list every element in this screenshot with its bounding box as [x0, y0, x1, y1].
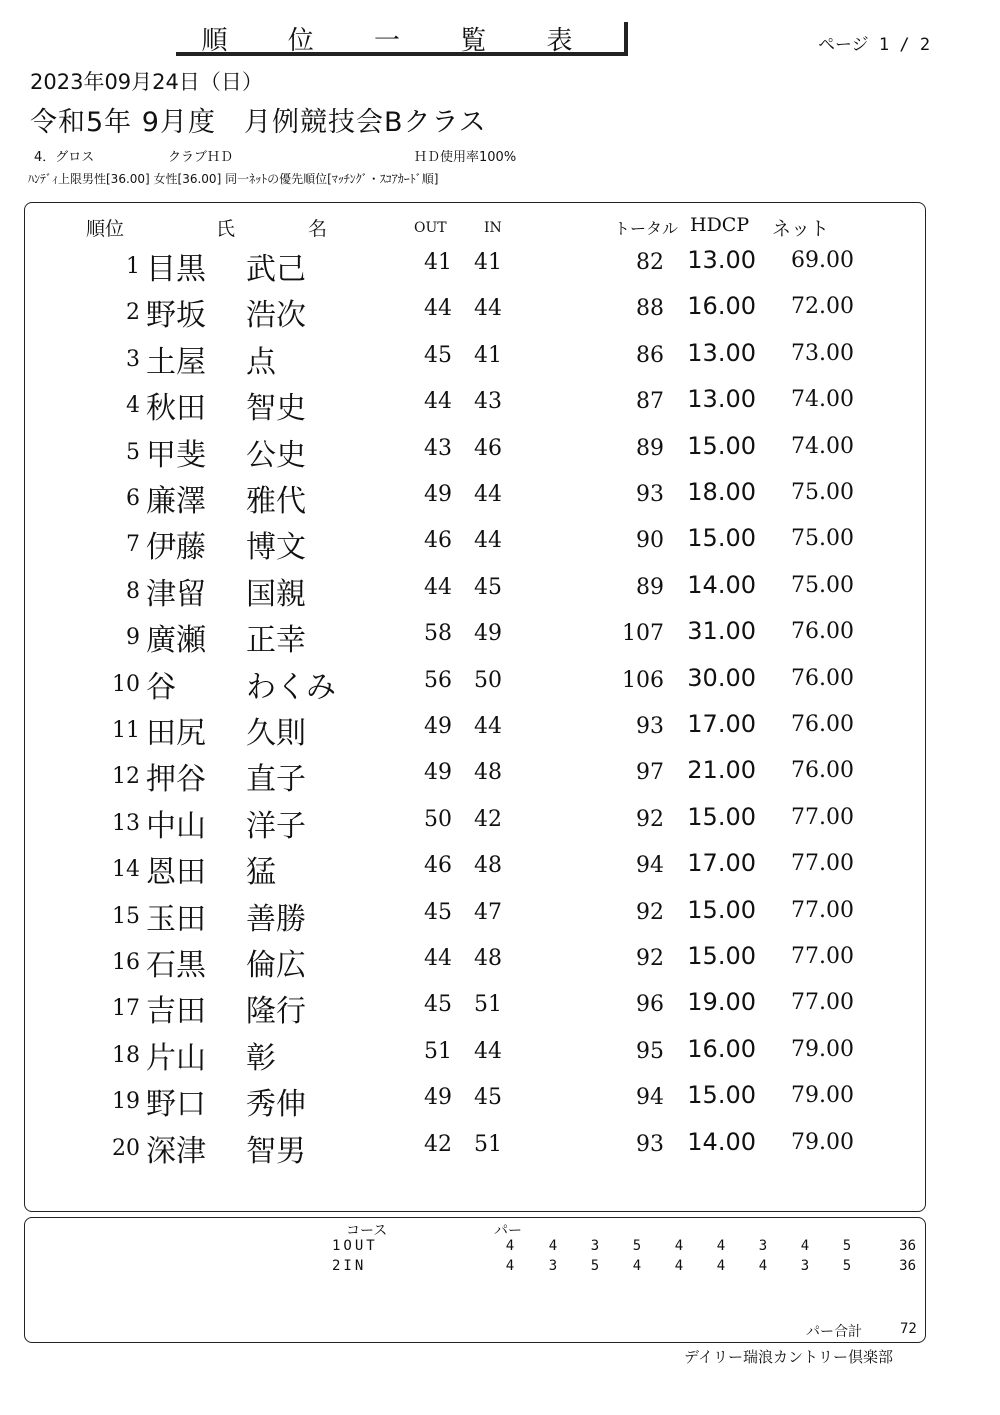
net-cell: 74.00 — [791, 433, 854, 459]
out-cell: 43 — [424, 435, 452, 461]
hole-par: 4 — [716, 1258, 726, 1274]
rank-cell: 9 — [126, 625, 140, 651]
result-row — [0, 843, 1000, 889]
out-cell: 45 — [424, 992, 452, 1018]
hdcp-cell: 16.00 — [687, 292, 756, 321]
total-cell: 93 — [636, 1131, 664, 1157]
rank-cell: 19 — [112, 1089, 140, 1115]
in-cell: 45 — [474, 1085, 502, 1111]
hdcp-cell: 14.00 — [687, 570, 756, 599]
total-cell: 92 — [636, 946, 664, 971]
first-name-cell: 正幸 — [246, 623, 306, 659]
hdcp-cell: 15.00 — [687, 802, 756, 831]
rank-cell: 10 — [112, 671, 140, 697]
hdcp-cell: 21.00 — [687, 756, 756, 785]
course-line-name: 1OUT — [332, 1238, 378, 1254]
last-name-cell: 中山 — [146, 808, 206, 844]
hdcp-cell: 18.00 — [687, 478, 756, 506]
result-row — [0, 1122, 1000, 1168]
total-cell: 92 — [636, 806, 664, 832]
rank-cell: 14 — [112, 857, 140, 883]
first-name-cell: 倫広 — [246, 948, 306, 983]
hdcp-cell: 15.00 — [687, 431, 756, 460]
total-cell: 92 — [636, 899, 664, 925]
net-cell: 77.00 — [791, 944, 854, 969]
first-name-cell: わくみ — [246, 669, 336, 705]
rank-cell: 8 — [126, 578, 140, 604]
hole-par: 5 — [590, 1258, 600, 1274]
first-name-cell: 公史 — [246, 437, 306, 473]
net-cell: 76.00 — [791, 758, 854, 784]
first-name-cell: 隆行 — [246, 994, 306, 1030]
first-name-cell: 浩次 — [246, 298, 306, 334]
hole-par: 5 — [632, 1238, 642, 1254]
last-name-cell: 津留 — [146, 576, 206, 612]
rank-cell: 4 — [126, 393, 140, 419]
in-cell: 51 — [474, 1131, 502, 1157]
col-out: OUT — [414, 220, 447, 236]
net-cell: 79.00 — [791, 1083, 854, 1109]
out-cell: 50 — [424, 806, 452, 832]
net-cell: 77.00 — [791, 851, 854, 877]
rank-cell: 13 — [112, 810, 140, 836]
course-line-name: 2IN — [332, 1258, 367, 1274]
first-name-cell: 善勝 — [246, 901, 306, 937]
result-row — [0, 1075, 1000, 1121]
first-name-cell: 秀伸 — [246, 1087, 306, 1123]
rank-cell: 1 — [126, 254, 140, 279]
result-row — [0, 472, 1000, 518]
last-name-cell: 石黒 — [146, 948, 206, 983]
first-name-cell: 智史 — [246, 391, 306, 427]
last-name-cell: 廣瀬 — [146, 623, 206, 659]
result-row — [0, 286, 1000, 332]
out-cell: 45 — [424, 342, 452, 368]
rank-cell: 15 — [112, 903, 140, 929]
hdcp-cell: 13.00 — [687, 385, 756, 414]
out-cell: 49 — [424, 1085, 452, 1111]
last-name-cell: 谷 — [146, 669, 176, 705]
par-label: パー — [494, 1223, 522, 1239]
last-name-cell: 目黒 — [146, 252, 206, 287]
last-name-cell: 片山 — [146, 1040, 206, 1076]
rank-cell: 18 — [112, 1042, 140, 1068]
hole-par: 5 — [842, 1238, 852, 1254]
last-name-cell: 野坂 — [146, 298, 206, 334]
rank-cell: 5 — [126, 439, 140, 465]
net-cell: 77.00 — [791, 990, 854, 1016]
result-row — [0, 333, 1000, 379]
course-line-sum: 36 — [899, 1258, 916, 1274]
total-cell: 94 — [636, 853, 664, 879]
total-cell: 82 — [636, 250, 664, 275]
col-hdcp: HDCP — [690, 214, 750, 236]
hdcp-cell: 19.00 — [687, 988, 756, 1017]
first-name-cell: 博文 — [246, 530, 306, 566]
col-rank: 順位 — [86, 218, 125, 240]
first-name-cell: 猛 — [246, 855, 276, 891]
result-row — [0, 658, 1000, 704]
in-cell: 44 — [474, 714, 502, 739]
course-panel — [24, 1217, 926, 1343]
hdcp-cell: 15.00 — [687, 524, 756, 553]
last-name-cell: 吉田 — [146, 994, 206, 1030]
out-cell: 46 — [424, 853, 452, 879]
event-name: 令和5年 9月度 月例競技会Bクラス — [30, 107, 487, 138]
out-cell: 41 — [424, 250, 452, 275]
in-cell: 49 — [474, 621, 502, 647]
hdcp-cell: 15.00 — [687, 942, 756, 970]
page-number: ページ 1 / 2 — [818, 35, 931, 55]
hdcp-cell: 14.00 — [687, 1127, 756, 1156]
hdcp-cell: 17.00 — [687, 849, 756, 878]
course-line-sum: 36 — [899, 1238, 916, 1254]
in-cell: 48 — [474, 853, 502, 879]
hdcp-cell: 17.00 — [687, 710, 756, 738]
in-cell: 44 — [474, 482, 502, 507]
last-name-cell: 野口 — [146, 1087, 206, 1123]
in-cell: 42 — [474, 806, 502, 832]
rank-cell: 20 — [112, 1135, 140, 1161]
total-cell: 95 — [636, 1038, 664, 1064]
out-cell: 44 — [424, 389, 452, 415]
last-name-cell: 玉田 — [146, 901, 206, 937]
first-name-cell: 智男 — [246, 1133, 306, 1169]
par-total-label: パー合計 — [806, 1324, 862, 1340]
result-row — [0, 704, 1000, 750]
hdcp-cell: 13.00 — [687, 338, 756, 367]
result-row — [0, 797, 1000, 843]
out-cell: 51 — [424, 1038, 452, 1064]
net-cell: 73.00 — [791, 340, 854, 366]
net-cell: 77.00 — [791, 897, 854, 923]
first-name-cell: 直子 — [246, 762, 306, 798]
out-cell: 44 — [424, 946, 452, 971]
result-row — [0, 982, 1000, 1028]
in-cell: 45 — [474, 574, 502, 600]
net-cell: 76.00 — [791, 712, 854, 737]
rank-cell: 6 — [126, 486, 140, 511]
first-name-cell: 彰 — [246, 1040, 276, 1076]
in-cell: 41 — [474, 342, 502, 368]
net-cell: 79.00 — [791, 1129, 854, 1155]
first-name-cell: 雅代 — [246, 484, 306, 519]
total-cell: 90 — [636, 528, 664, 554]
first-name-cell: 国親 — [246, 576, 306, 612]
in-cell: 43 — [474, 389, 502, 415]
rank-cell: 16 — [112, 950, 140, 975]
net-cell: 74.00 — [791, 387, 854, 413]
total-cell: 93 — [636, 482, 664, 507]
last-name-cell: 廉澤 — [146, 484, 206, 519]
last-name-cell: 恩田 — [146, 855, 206, 891]
last-name-cell: 深津 — [146, 1133, 206, 1169]
first-name-cell: 久則 — [246, 716, 306, 751]
col-net: ネット — [772, 218, 830, 240]
result-row — [0, 611, 1000, 657]
hole-par: 3 — [548, 1258, 558, 1274]
result-row — [0, 890, 1000, 936]
hole-par: 4 — [674, 1258, 684, 1274]
total-cell: 97 — [636, 760, 664, 786]
last-name-cell: 土屋 — [146, 344, 206, 380]
col-in: IN — [484, 220, 502, 236]
net-cell: 76.00 — [791, 619, 854, 645]
net-cell: 79.00 — [791, 1036, 854, 1062]
hole-par: 4 — [505, 1258, 515, 1274]
out-cell: 58 — [424, 621, 452, 647]
hdcp-cell: 31.00 — [687, 617, 756, 646]
last-name-cell: 甲斐 — [146, 437, 206, 473]
hole-par: 4 — [505, 1238, 515, 1254]
total-cell: 94 — [636, 1085, 664, 1111]
course-label: コース — [346, 1223, 388, 1239]
result-row — [0, 379, 1000, 425]
hole-par: 4 — [758, 1258, 768, 1274]
result-row — [0, 565, 1000, 611]
net-cell: 72.00 — [791, 294, 854, 320]
in-cell: 51 — [474, 992, 502, 1018]
rank-cell: 12 — [112, 764, 140, 790]
hdcp-cell: 15.00 — [687, 1081, 756, 1110]
hole-par: 4 — [800, 1238, 810, 1254]
total-cell: 89 — [636, 435, 664, 461]
last-name-cell: 押谷 — [146, 762, 206, 798]
col-total: トータル — [614, 219, 679, 238]
total-cell: 93 — [636, 714, 664, 739]
rank-cell: 2 — [126, 300, 140, 326]
rank-cell: 17 — [112, 996, 140, 1022]
rank-cell: 11 — [112, 718, 140, 743]
in-cell: 47 — [474, 899, 502, 925]
result-row — [0, 426, 1000, 472]
total-cell: 86 — [636, 342, 664, 368]
hole-par: 4 — [548, 1238, 558, 1254]
hd-rate-label: ＨＤ使用率100% — [414, 150, 517, 165]
total-cell: 88 — [636, 296, 664, 322]
hole-par: 4 — [674, 1238, 684, 1254]
out-cell: 49 — [424, 760, 452, 786]
in-cell: 48 — [474, 760, 502, 786]
last-name-cell: 田尻 — [146, 716, 206, 751]
total-cell: 107 — [622, 621, 664, 647]
in-cell: 48 — [474, 946, 502, 971]
out-cell: 49 — [424, 482, 452, 507]
net-cell: 77.00 — [791, 804, 854, 830]
out-cell: 42 — [424, 1131, 452, 1157]
first-name-cell: 洋子 — [246, 808, 306, 844]
in-cell: 46 — [474, 435, 502, 461]
first-name-cell: 点 — [246, 344, 276, 380]
net-cell: 75.00 — [791, 480, 854, 505]
hdcp-cell: 30.00 — [687, 663, 756, 692]
event-date: 2023年09月24日（日） — [30, 70, 263, 94]
hole-par: 4 — [716, 1238, 726, 1254]
result-row — [0, 1029, 1000, 1075]
category-label: 4．グロス — [34, 150, 95, 165]
out-cell: 46 — [424, 528, 452, 554]
net-cell: 75.00 — [791, 526, 854, 552]
hdcp-cell: 16.00 — [687, 1034, 756, 1063]
first-name-cell: 武己 — [246, 252, 306, 287]
in-cell: 41 — [474, 250, 502, 275]
net-cell: 75.00 — [791, 572, 854, 598]
rank-cell: 3 — [126, 346, 140, 372]
hole-par: 4 — [632, 1258, 642, 1274]
out-cell: 44 — [424, 574, 452, 600]
col-name-1: 氏 — [216, 218, 236, 240]
col-name-2: 名 — [308, 218, 328, 240]
total-cell: 87 — [636, 389, 664, 415]
result-row — [0, 936, 1000, 982]
in-cell: 44 — [474, 528, 502, 554]
out-cell: 56 — [424, 667, 452, 693]
rank-cell: 7 — [126, 532, 140, 558]
result-row — [0, 750, 1000, 796]
hole-par: 3 — [590, 1238, 600, 1254]
result-row — [0, 240, 1000, 286]
last-name-cell: 伊藤 — [146, 530, 206, 566]
handicap-note: ﾊﾝﾃﾞｨ上限男性[36.00] 女性[36.00] 同一ﾈｯﾄの優先順位[ﾏｯﾁﾝｸﾞ・ｽｺｱｶｰﾄﾞ順] — [28, 172, 439, 186]
hole-par: 3 — [758, 1238, 768, 1254]
hdcp-cell: 15.00 — [687, 895, 756, 924]
total-cell: 89 — [636, 574, 664, 600]
par-total-value: 72 — [900, 1321, 917, 1337]
club-hd-label: クラブＨＤ — [168, 150, 234, 165]
result-row — [0, 518, 1000, 564]
hdcp-cell: 13.00 — [687, 246, 756, 274]
total-cell: 106 — [622, 667, 664, 693]
net-cell: 69.00 — [791, 248, 854, 273]
hole-par: 5 — [842, 1258, 852, 1274]
in-cell: 44 — [474, 1038, 502, 1064]
out-cell: 49 — [424, 714, 452, 739]
hole-par: 3 — [800, 1258, 810, 1274]
last-name-cell: 秋田 — [146, 391, 206, 427]
net-cell: 76.00 — [791, 665, 854, 691]
club-name: デイリー瑞浪カントリー倶楽部 — [684, 1348, 893, 1366]
out-cell: 44 — [424, 296, 452, 322]
in-cell: 44 — [474, 296, 502, 322]
page-title: 順 位 一 覧 表 — [201, 26, 599, 56]
out-cell: 45 — [424, 899, 452, 925]
in-cell: 50 — [474, 667, 502, 693]
total-cell: 96 — [636, 992, 664, 1018]
